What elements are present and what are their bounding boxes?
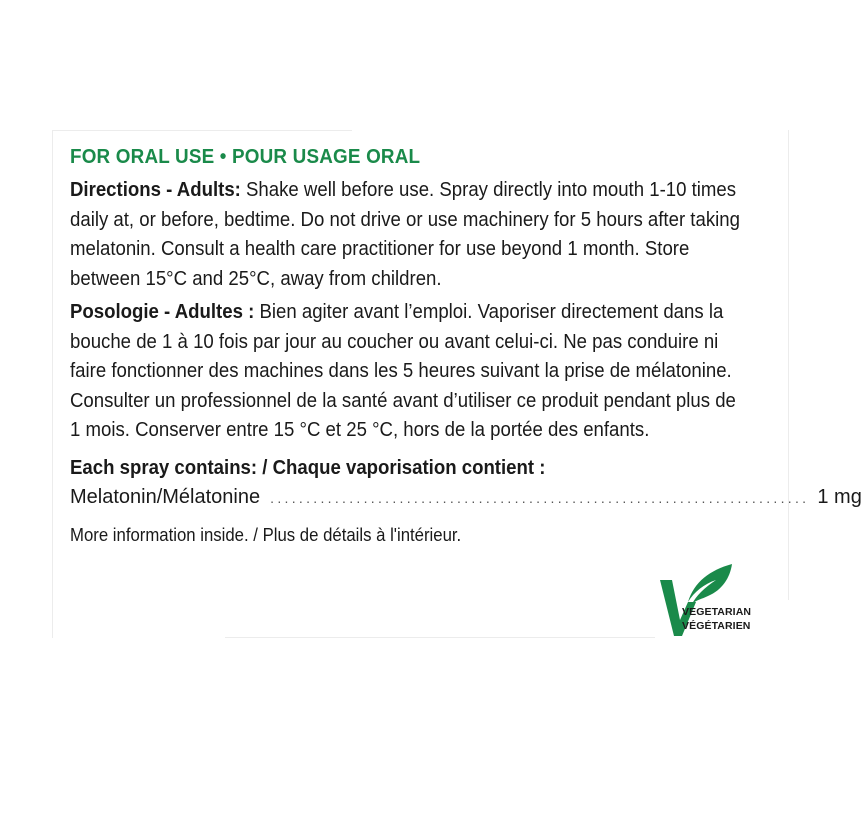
label-edge-bottom — [225, 637, 655, 638]
directions-english — [70, 176, 749, 294]
dot-leader: ........................................................................... — [270, 489, 810, 506]
vegetarian-english: VEGETARIAN — [682, 606, 752, 618]
more-info-note: More information inside. / Plus de détails à l'intérieur. — [70, 524, 462, 545]
directions-french — [70, 298, 749, 446]
vegetarian-badge — [658, 562, 758, 640]
directions-french-text: Bien agiter avant l’emploi. Vaporiser directement dans la bouche de 1 à 10 fois par jour au coucher ou avant celui-ci. Ne pas conduire ni faire fonctionner des machines dans les 5 heures suivant la prise de mélatonine. Consulter un professionnel de la santé avant d’utiliser ce produit pendant plus de 1 mois. Conserver entre 15 °C et 25 °C, hors de la portée des enfants. — [70, 301, 736, 441]
ingredient-row — [70, 482, 862, 513]
vegetarian-french: VÉGÉTARIEN — [682, 620, 751, 632]
oral-use-heading: FOR ORAL USE • POUR USAGE ORAL — [70, 145, 421, 168]
directions-english-text: Shake well before use. Spray directly into mouth 1-10 times daily at, or before, bedtime. Do not drive or use machinery for 5 hours after taking melatonin. Consult a health care practitioner for use beyond 1 month. Store between 15°C and 25°C, away from children. — [70, 179, 740, 290]
directions-english-title: Directions - Adults: — [70, 179, 241, 201]
ingredient-name: Melatonin/Mélatonine — [70, 485, 261, 508]
contains-heading: Each spray contains: / Chaque vaporisation contient : — [70, 456, 546, 479]
ingredient-amount: 1 mg — [817, 485, 862, 508]
label-text-block — [70, 144, 862, 547]
label-edge-left — [52, 130, 53, 638]
label-edge-right — [788, 130, 789, 600]
label-edge-top — [52, 130, 352, 131]
directions-french-title: Posologie - Adultes : — [70, 301, 255, 323]
